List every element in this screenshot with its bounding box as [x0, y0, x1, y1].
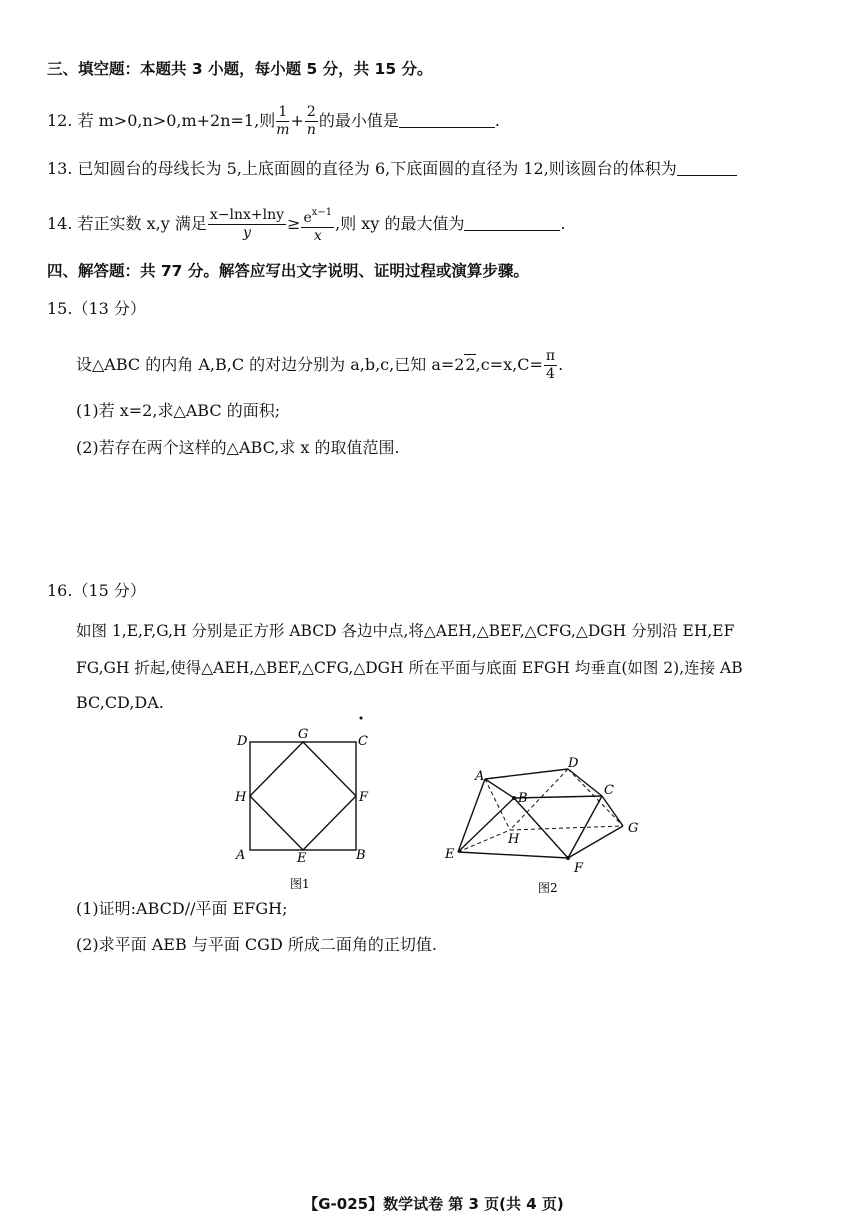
fig1-label-h: H: [235, 790, 247, 805]
fig1-dot: [360, 717, 363, 720]
fig2-label-d: D: [568, 756, 579, 771]
fig2-edge-ea: [458, 779, 485, 852]
fig1-label-f: F: [359, 790, 369, 805]
q12-number: 12.: [47, 111, 73, 130]
fig2-edge-eh: [458, 830, 510, 852]
fig2-edge-eb: [458, 798, 514, 852]
section-4-heading: 四、解答题：共 77 分。解答应写出文字说明、证明过程或演算步骤。: [47, 262, 529, 280]
q14-geq: ≥: [287, 214, 301, 233]
fig1-caption: 图1: [290, 877, 310, 891]
fig1-label-g: G: [298, 727, 309, 742]
fig2-edge-ad: [485, 769, 568, 779]
fig2-edge-dc: [568, 769, 602, 796]
fig2-edge-cg: [602, 796, 623, 826]
q14-frac1-den: y: [242, 225, 251, 241]
q14-number: 14.: [47, 214, 73, 233]
fig2-edge-hg: [510, 826, 623, 830]
q12-fraction-2: [305, 104, 318, 139]
fig2-label-a: A: [475, 769, 485, 784]
q16-part-2: (2)求平面 AEB 与平面 CGD 所成二面角的正切值.: [76, 935, 437, 954]
section-3-heading: 三、填空题：本题共 3 小题，每小题 5 分，共 15 分。: [47, 60, 433, 78]
q15-part-1: (1)若 x=2,求△ABC 的面积;: [76, 401, 281, 420]
fig2-label-h: H: [508, 832, 520, 847]
q14-frac2-exp: x−1: [311, 207, 333, 218]
q12-end: .: [494, 111, 500, 130]
fig2-label-f: F: [574, 861, 584, 876]
q14-answer-blank[interactable]: [464, 214, 560, 231]
q15-pi-den: 4: [546, 366, 555, 382]
q14-frac2-den: x: [313, 228, 322, 244]
q15-pi-num: π: [545, 348, 556, 364]
q14-stem-before: 若正实数 x,y 满足: [77, 214, 207, 233]
q15-stem-mid: ,c=x,C=: [475, 355, 543, 374]
q12-frac2-den: n: [306, 122, 316, 138]
q12-stem-after: 的最小值是: [318, 111, 399, 130]
q12-fraction-1: [276, 104, 289, 139]
q14-frac1-num: x−lnx+lny: [209, 207, 285, 223]
q15-stem-before: 设△ABC 的内角 A,B,C 的对边分别为 a,b,c,已知 a=2: [76, 355, 465, 374]
q13-number: 13.: [47, 159, 73, 178]
q15-header: 15.（13 分）: [47, 299, 146, 318]
q15-end: .: [558, 355, 564, 374]
fig1-label-a: A: [236, 848, 246, 863]
q13-answer-blank[interactable]: [677, 159, 737, 176]
q15-stem: [76, 348, 563, 383]
fig2-edge-ef: [458, 852, 568, 858]
fig2-caption: 图2: [538, 881, 558, 895]
page-footer: 【G-025】数学试卷 第 3 页(共 4 页): [303, 1195, 564, 1213]
q16-line-3: BC,CD,DA.: [76, 693, 164, 712]
q12-frac2-num: 2: [306, 104, 316, 120]
q15-sqrt: 2: [465, 355, 476, 374]
q14-frac2-base: e: [303, 210, 312, 226]
q16-part-1: (1)证明:ABCD//平面 EFGH;: [76, 899, 288, 918]
question-13: [47, 158, 737, 180]
fig1-label-b: B: [356, 848, 366, 863]
q15-part-2: (2)若存在两个这样的△ABC,求 x 的取值范围.: [76, 438, 400, 457]
fig1-label-e: E: [297, 851, 307, 866]
q14-end: .: [560, 214, 566, 233]
q12-frac1-num: 1: [276, 104, 289, 122]
fig2-label-c: C: [604, 783, 614, 798]
q14-fraction-2: [301, 204, 334, 245]
figure-1: [225, 710, 385, 895]
fig1-label-d: D: [237, 734, 248, 749]
q15-angle-fraction: [544, 348, 557, 383]
q16-line-2: FG,GH 折起,使得△AEH,△BEF,△CFG,△DGH 所在平面与底面 EFGH 均垂直(如图 2),连接 AB: [76, 659, 743, 677]
fig2-label-g: G: [628, 821, 639, 836]
fig1-square: [250, 742, 356, 850]
q16-line-1: 如图 1,E,F,G,H 分别是正方形 ABCD 各边中点,将△AEH,△BEF,△CFG,△DGH 分别沿 EH,EF: [76, 622, 735, 640]
fig2-label-b: B: [518, 791, 528, 806]
q14-fraction-1: [208, 207, 286, 242]
q12-answer-blank[interactable]: [399, 111, 495, 128]
fig1-label-c: C: [358, 734, 368, 749]
q12-frac1-den: m: [276, 122, 290, 138]
question-14: [47, 204, 566, 245]
figure-2: [440, 752, 650, 902]
q12-stem-before: 若 m>0,n>0,m+2n=1,则: [77, 111, 276, 130]
q16-header: 16.（15 分）: [47, 581, 146, 600]
fig2-label-e: E: [445, 847, 455, 862]
q14-stem-after: ,则 xy 的最大值为: [335, 214, 465, 233]
q12-plus: +: [290, 111, 304, 130]
question-12: [47, 104, 500, 139]
q13-stem: 已知圆台的母线长为 5,上底面圆的直径为 6,下底面圆的直径为 12,则该圆台的体积为: [77, 159, 677, 178]
fig2-edge-dg: [568, 769, 623, 826]
fig2-point-b: [512, 796, 516, 800]
fig1-inner-square: [250, 742, 356, 850]
fig2-point-f: [566, 856, 570, 860]
